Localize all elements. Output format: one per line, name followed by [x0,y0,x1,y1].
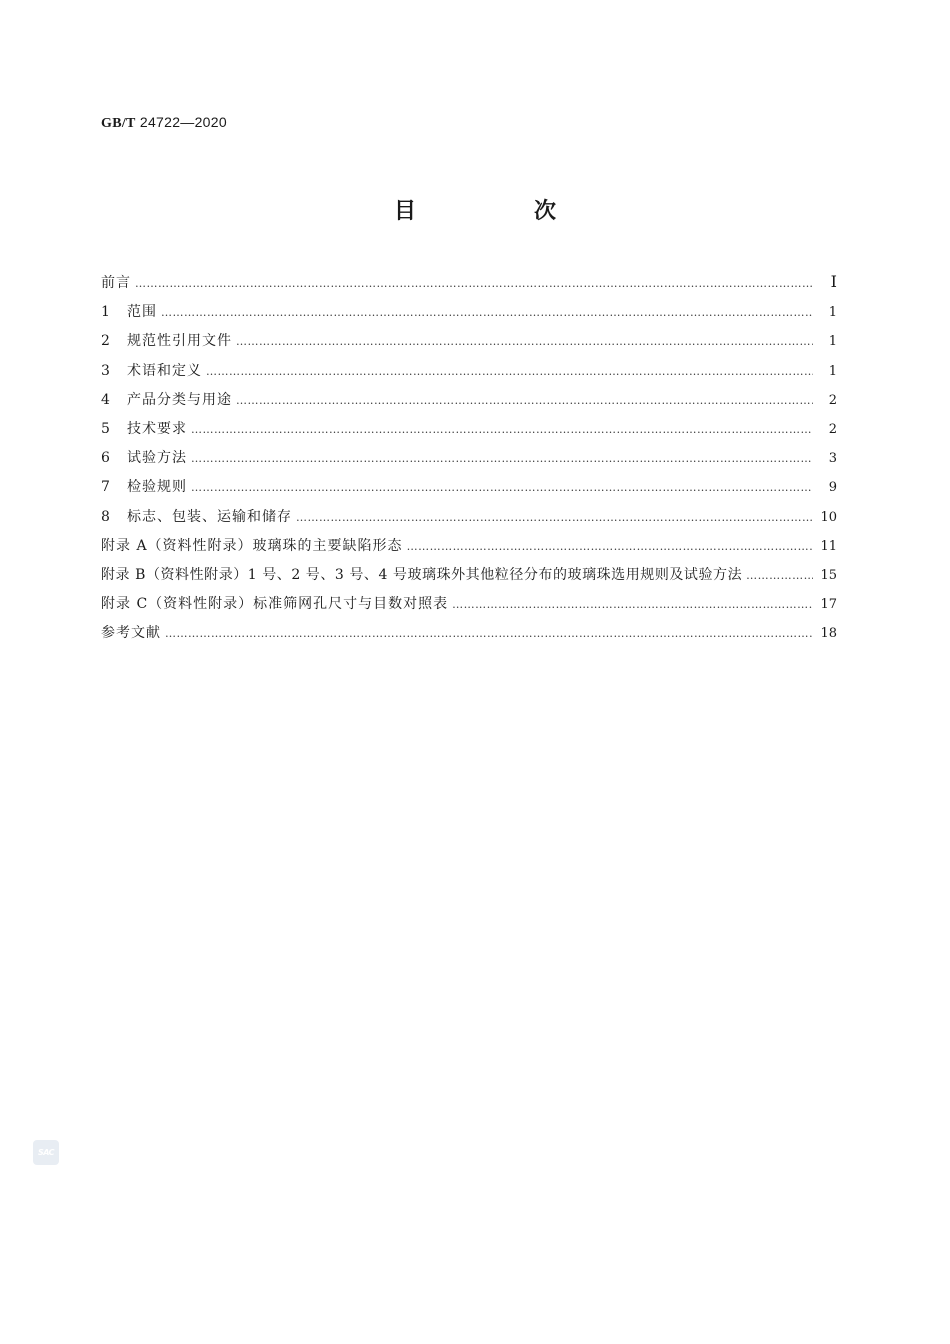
toc-entry-label: 试验方法 [127,450,187,467]
toc-leader-dots [206,365,813,378]
sac-logo-icon: SAC [33,1140,59,1165]
toc-entry-classification[interactable] [101,389,837,418]
toc-entry-label: 范围 [127,304,157,321]
toc-entry-inspection-rules[interactable] [101,476,837,505]
toc-page-number: 2 [828,421,837,437]
toc-entry-label: 标志、包装、运输和储存 [127,508,292,525]
toc-entry-bibliography[interactable] [101,622,837,651]
toc-entry-terms-definitions[interactable] [101,360,837,389]
toc-leader-dots [236,394,813,407]
toc-section-number: 2 [101,333,110,350]
toc-entry-marking-packaging[interactable] [101,506,837,535]
toc-section-number: 3 [101,362,110,379]
toc-page-number: 1 [828,363,837,379]
toc-leader-dots [165,627,813,640]
toc-leader-dots [296,511,813,524]
toc-entry-annex-a[interactable] [101,535,837,564]
toc-page-number: 11 [820,538,837,554]
table-of-contents [101,272,837,651]
toc-entry-foreword[interactable] [101,272,837,301]
toc-leader-dots [191,423,813,436]
toc-page-number: 18 [820,626,837,642]
toc-leader-dots [191,481,813,494]
toc-entry-test-methods[interactable] [101,447,837,476]
toc-page-number: Ⅰ [830,272,837,291]
toc-section-number: 8 [101,508,110,525]
standard-code [101,114,227,132]
toc-leader-dots [407,540,813,553]
toc-entry-label: 附录 B（资料性附录）1 号、2 号、3 号、4 号玻璃珠外其他粒径分布的玻璃珠选用规则及试验方法 [101,566,743,583]
toc-page-number: 3 [828,451,837,467]
toc-page-number: 1 [828,305,837,321]
toc-entry-normative-references[interactable] [101,330,837,359]
toc-leader-dots [135,277,813,290]
toc-leader-dots [452,598,813,611]
toc-page-number: 10 [820,509,837,525]
toc-entry-label: 技术要求 [127,420,187,437]
toc-page-number: 2 [828,392,837,408]
standard-number: 24722—2020 [139,114,227,130]
toc-entry-annex-b[interactable] [101,564,837,593]
toc-leader-dots [746,569,813,582]
toc-entry-label: 参考文献 [101,625,161,642]
toc-entry-label: 术语和定义 [127,362,202,379]
toc-section-number: 6 [101,450,110,467]
toc-entry-technical-requirements[interactable] [101,418,837,447]
toc-page-number: 15 [820,567,837,583]
toc-leader-dots [161,306,813,319]
toc-entry-scope[interactable] [101,301,837,330]
toc-entry-label: 规范性引用文件 [127,333,232,350]
toc-entry-label: 附录 C（资料性附录）标准筛网孔尺寸与目数对照表 [101,596,449,613]
toc-page-number: 9 [828,480,837,496]
toc-page-number: 1 [828,334,837,350]
page-title: 目 次 [393,199,604,224]
toc-section-number: 5 [101,420,110,437]
toc-page-number: 17 [820,597,837,613]
toc-leader-dots [236,335,813,348]
toc-leader-dots [191,452,813,465]
standard-prefix: GB/T [101,116,136,131]
toc-section-number: 7 [101,479,110,496]
toc-section-number: 4 [101,391,110,408]
toc-entry-label: 产品分类与用途 [127,391,232,408]
toc-entry-annex-c[interactable] [101,593,837,622]
toc-entry-label: 前言 [101,275,131,291]
toc-entry-label: 附录 A（资料性附录）玻璃珠的主要缺陷形态 [101,537,403,554]
toc-entry-label: 检验规则 [127,479,187,496]
toc-section-number: 1 [101,304,110,321]
